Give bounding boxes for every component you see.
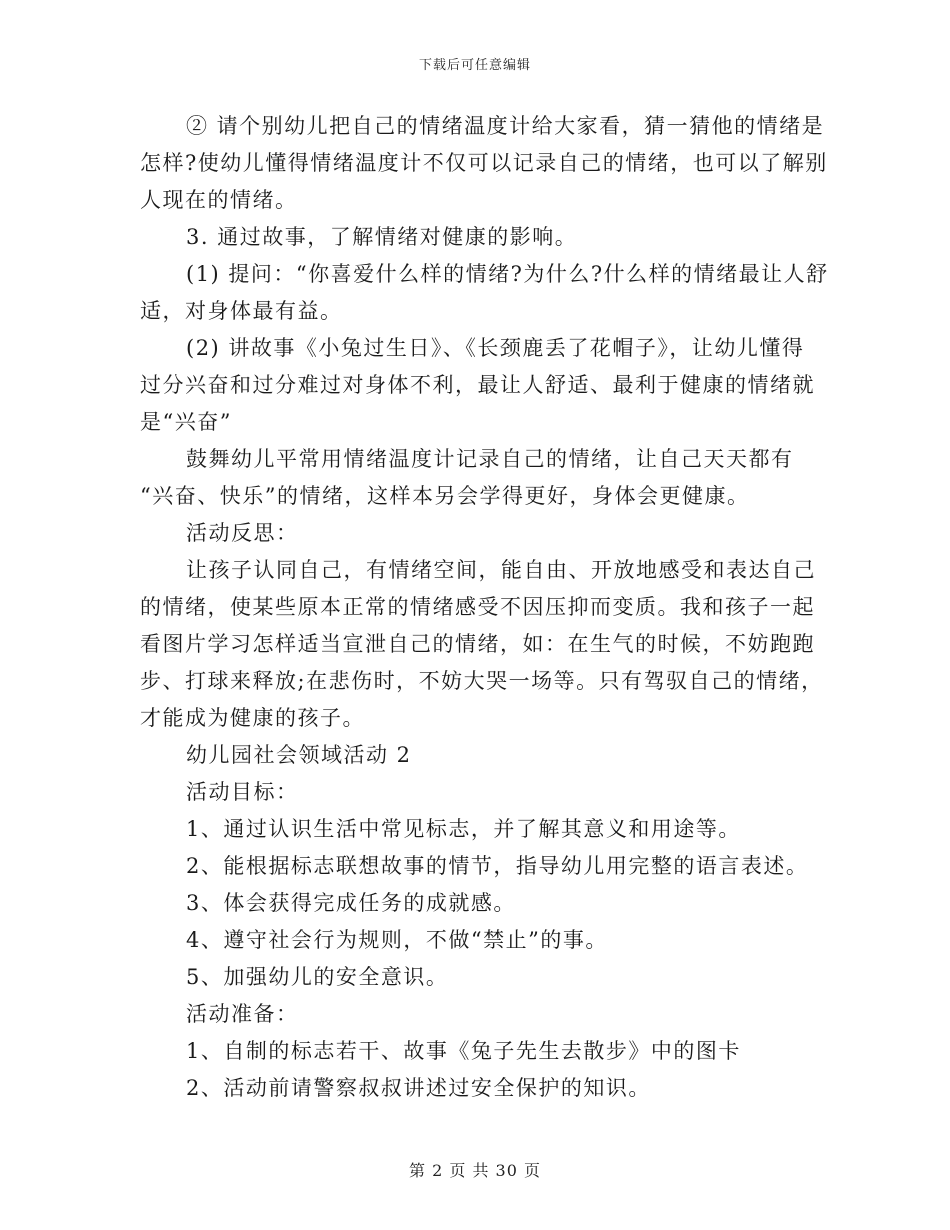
paragraph-line: (1) 提问：“你喜爱什么样的情绪?为什么?什么样的情绪最让人舒	[186, 262, 829, 286]
paragraph-line: 看图片学习怎样适当宣泄自己的情绪，如：在生气的时候，不妨跑跑	[140, 632, 815, 656]
paragraph-line: “兴奋、快乐”的情绪，这样本另会学得更好，身体会更健康。	[140, 484, 750, 508]
paragraph-line: 鼓舞幼儿平常用情绪温度计记录自己的情绪，让自己天天都有	[186, 447, 794, 471]
paragraph-line: 过分兴奋和过分难过对身体不利，最让人舒适、最利于健康的情绪就	[140, 373, 815, 397]
paragraph-line: ② 请个别幼儿把自己的情绪温度计给大家看，猜一猜他的情绪是	[186, 114, 825, 138]
list-item: 1、通过认识生活中常见标志，并了解其意义和用途等。	[186, 817, 741, 841]
list-item: 5、加强幼儿的安全意识。	[186, 965, 449, 989]
paragraph-line: 适，对身体最有益。	[140, 299, 343, 323]
paragraph-line: (2) 讲故事《小兔过生日》、《长颈鹿丢了花帽子》，让幼儿懂得	[186, 336, 805, 360]
list-item: 1、自制的标志若干、故事《兔子先生去散步》中的图卡	[186, 1039, 741, 1063]
section-heading: 活动目标：	[186, 780, 299, 804]
paragraph-line: 让孩子认同自己，有情绪空间，能自由、开放地感受和表达自己	[186, 558, 816, 582]
list-item: 3、体会获得完成任务的成就感。	[186, 891, 516, 915]
section-title: 幼儿园社会领域活动 2	[186, 743, 412, 767]
list-item: 2、活动前请警察叔叔讲述过安全保护的知识。	[186, 1076, 651, 1100]
paragraph-line: 人现在的情绪。	[140, 188, 298, 212]
list-item: 4、遵守社会行为规则，不做“禁止”的事。	[186, 928, 608, 952]
section-heading: 活动准备：	[186, 1002, 299, 1026]
paragraph-line: 步、打球来释放;在悲伤时，不妨大哭一场等。只有驾驭自己的情绪，	[140, 669, 824, 693]
paragraph-line: 才能成为健康的孩子。	[140, 706, 365, 730]
paragraph-line: 怎样?使幼儿懂得情绪温度计不仅可以记录自己的情绪，也可以了解别	[140, 151, 828, 175]
paragraph-line: 的情绪，使某些原本正常的情绪感受不因压抑而变质。我和孩子一起	[140, 595, 815, 619]
page-footer: 第 2 页 共 30 页	[409, 1161, 541, 1180]
list-item: 2、能根据标志联想故事的情节，指导幼儿用完整的语言表述。	[186, 854, 809, 878]
document-body	[140, 108, 829, 1107]
section-heading: 活动反思：	[186, 521, 299, 545]
page-header: 下载后可任意编辑	[418, 58, 531, 73]
paragraph-line: 是“兴奋”	[140, 410, 232, 434]
section-heading: 3. 通过故事，了解情绪对健康的影响。	[186, 225, 578, 249]
